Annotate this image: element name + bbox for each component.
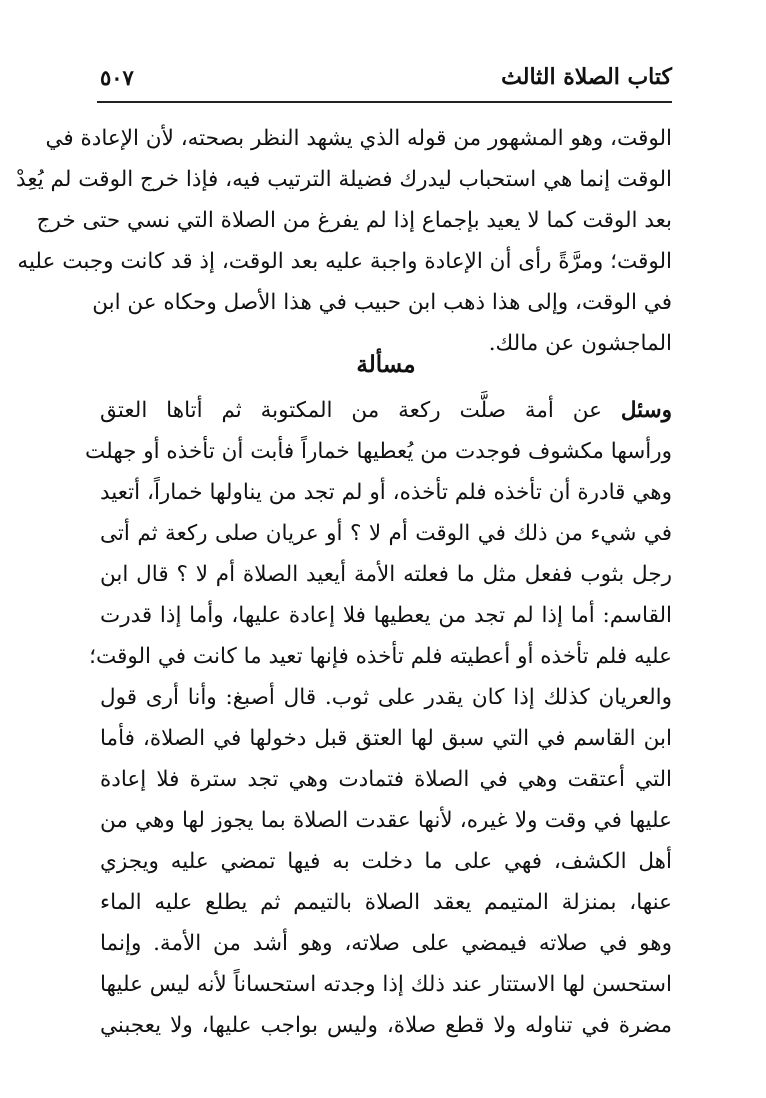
text-line: مضرة في تناوله ولا قطع صلاة، وليس بواجب عليها، ولا يعجبني: [100, 1013, 672, 1038]
header-rule: [97, 101, 672, 103]
text-line: التي أعتقت وهي في الصلاة فتمادت وهي تجد سترة فلا إعادة: [100, 767, 672, 792]
text-line: الوقت، وهو المشهور من قوله الذي يشهد النظر بصحته، لأن الإعادة في: [45, 126, 672, 151]
text-line: ابن القاسم في التي سبق لها العتق قبل دخولها في الصلاة، فأما: [100, 726, 672, 751]
section-heading: مسألة: [356, 351, 416, 378]
text-line-first: [100, 391, 672, 431]
text-line: بعد الوقت كما لا يعيد بإجماع إذا لم يفرغ من الصلاة التي نسي حتى خرج: [36, 208, 672, 233]
text-line: الوقت؛ ومرَّةً رأى أن الإعادة واجبة عليه بعد الوقت، إذ قد كانت وجبت عليه: [17, 249, 672, 274]
running-header: [100, 60, 672, 94]
text-line: ورأسها مكشوف فوجدت من يُعطيها خماراً فأبت أن تأخذه أو جهلت: [84, 439, 672, 464]
text-line: في شيء من ذلك في الوقت أم لا ؟ أو عريان صلى ركعة ثم أتى: [100, 521, 672, 546]
text-line: وهي قادرة أن تأخذه فلم تأخذه، أو لم تجد من يناولها خماراً، أتعيد: [100, 480, 672, 505]
text-line: وهو في صلاته فيمضي على صلاته، وهو أشد من الأمة. وإنما: [100, 931, 672, 956]
text-line: عنها، بمنزلة المتيمم يعقد الصلاة بالتيمم ثم يطلع عليه الماء: [100, 890, 672, 915]
text-line: عليها في وقت ولا غيره، لأنها عقدت الصلاة بما يجوز لها وهي من: [100, 808, 672, 833]
text-line: أهل الكشف، فهي على ما دخلت به فيها تمضي عليه ويجزي: [100, 849, 672, 874]
text-line-last: الماجشون عن مالك.: [488, 331, 672, 356]
text-line: والعريان كذلك إذا كان يقدر على ثوب. قال أصبغ: وأنا أرى قول: [100, 685, 672, 710]
text-line: استحسن لها الاستتار عند ذلك إذا وجدته استحساناً لأنه ليس عليها: [100, 972, 672, 997]
lead-word: وسئل: [620, 398, 672, 423]
first-line-rest: عن أمة صلَّت ركعة من المكتوبة ثم أتاها العتق: [100, 398, 602, 423]
text-line: عليه فلم تأخذه أو أعطيته فلم تأخذه فإنها تعيد ما كانت في الوقت؛: [89, 644, 672, 669]
text-line: القاسم: أما إذا لم تجد من يعطيها فلا إعادة عليها، وأما إذا قدرت: [100, 603, 672, 628]
page-number: ٥٠٧: [100, 64, 134, 90]
text-line: رجل بثوب ففعل مثل ما فعلته الأمة أيعيد الصلاة أم لا ؟ قال ابن: [100, 562, 672, 587]
book-title: كتاب الصلاة الثالث: [501, 64, 672, 90]
text-line: الوقت إنما هي استحباب ليدرك فضيلة الترتيب فيه، فإذا خرج الوقت لم يُعِدْ: [16, 167, 672, 192]
text-line: في الوقت، وإلى هذا ذهب ابن حبيب في هذا الأصل وحكاه عن ابن: [92, 290, 672, 315]
